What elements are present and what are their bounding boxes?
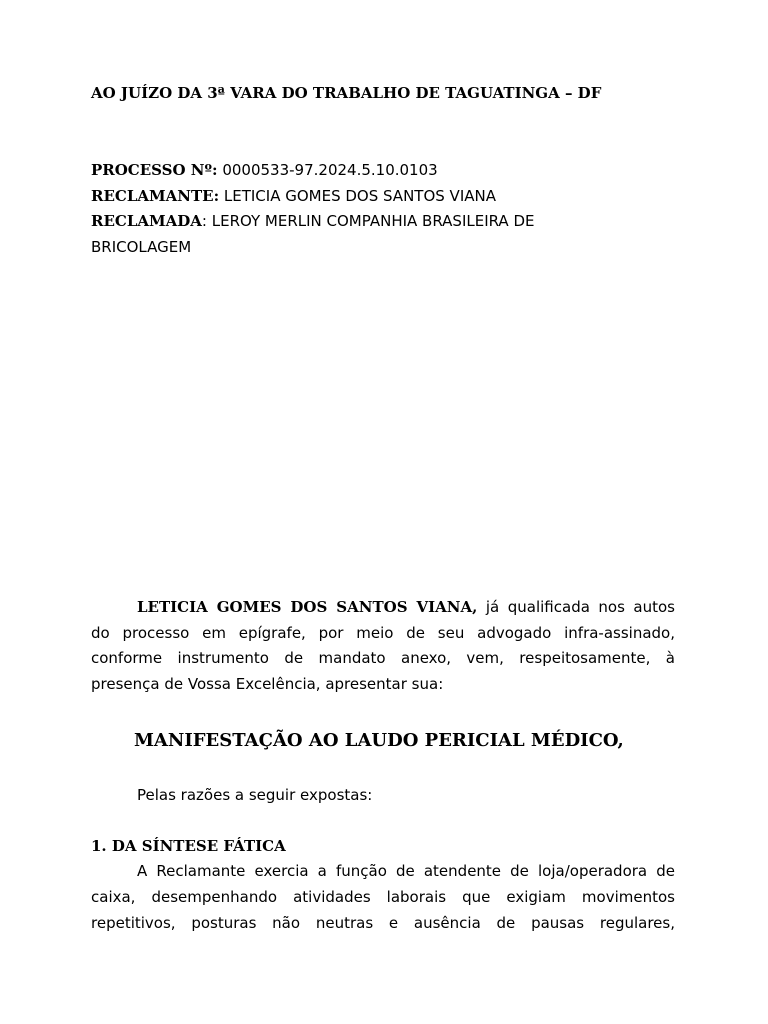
addressee-heading: AO JUÍZO DA 3ª VARA DO TRABALHO DE TAGUATINGA – DF: [91, 84, 602, 102]
section-1-line-1: A Reclamante exercia a função de atendente de loja/operadora de: [137, 862, 675, 880]
processo-value: 0000533-97.2024.5.10.0103: [217, 161, 438, 179]
reasons-text: Pelas razões a seguir expostas:: [137, 786, 373, 804]
processo-line: [91, 161, 438, 179]
intro-line-1-text: já qualificada nos autos: [477, 598, 675, 616]
intro-line-4: presença de Vossa Excelência, apresentar sua:: [91, 675, 444, 693]
intro-line-1: [137, 598, 675, 616]
reclamante-label: RECLAMANTE:: [91, 187, 220, 205]
processo-label: PROCESSO Nº:: [91, 161, 218, 179]
section-1-line-2: caixa, desempenhando atividades laborais que exigiam movimentos: [91, 888, 675, 906]
reclamada-value: : LEROY MERLIN COMPANHIA BRASILEIRA DE: [201, 212, 535, 230]
reclamante-line: [91, 187, 496, 205]
document-title: MANIFESTAÇÃO AO LAUDO PERICIAL MÉDICO,: [134, 730, 624, 751]
intro-line-3: conforme instrumento de mandato anexo, vem, respeitosamente, à: [91, 649, 675, 667]
party-name: LETICIA GOMES DOS SANTOS VIANA,: [137, 598, 478, 616]
reclamada-value-continued: BRICOLAGEM: [91, 238, 192, 256]
reclamada-line: [91, 212, 535, 230]
section-1-heading: 1. DA SÍNTESE FÁTICA: [91, 837, 286, 855]
reclamada-label: RECLAMADA: [91, 212, 202, 230]
reclamante-value: LETICIA GOMES DOS SANTOS VIANA: [219, 187, 496, 205]
intro-line-2: do processo em epígrafe, por meio de seu advogado infra-assinado,: [91, 624, 675, 642]
section-1-line-3: repetitivos, posturas não neutras e ausência de pausas regulares,: [91, 914, 675, 932]
